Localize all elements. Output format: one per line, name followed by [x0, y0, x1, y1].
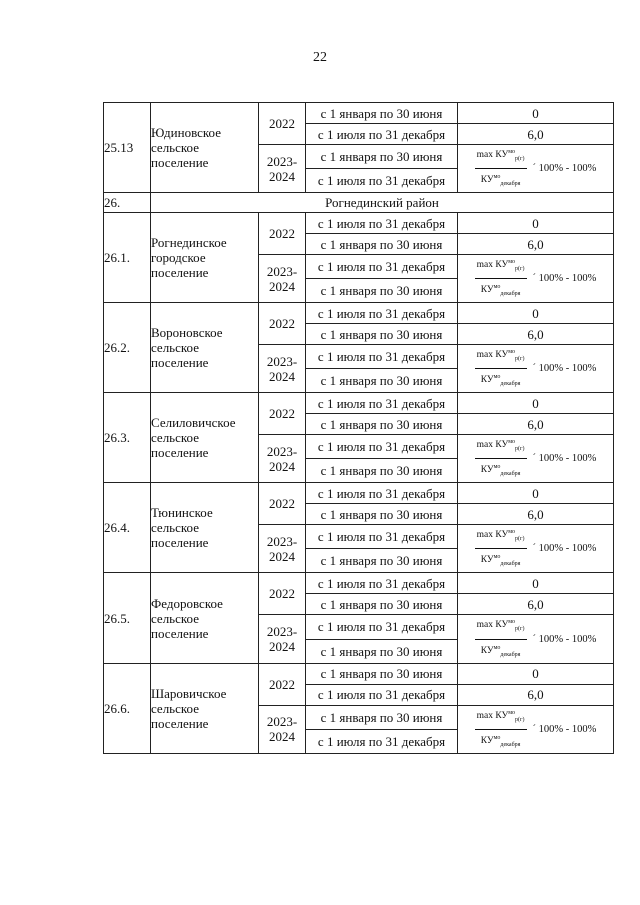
period-cell: с 1 января по 30 июня — [306, 369, 458, 393]
formula-numerator — [475, 345, 527, 369]
settlement-name: Шаровичское сельское поселение — [151, 663, 259, 753]
value-cell: 6,0 — [458, 234, 614, 255]
period-cell: с 1 июля по 31 декабря — [306, 435, 458, 459]
table-row — [104, 303, 614, 324]
year-cell: 2023-2024 — [259, 615, 306, 663]
numerator-text: max КУ — [476, 710, 509, 721]
numerator-sub: р(г) — [515, 716, 525, 723]
settlement-number: 26.5. — [104, 573, 151, 663]
numerator-sub: р(г) — [515, 266, 525, 273]
value-cell: 6,0 — [458, 124, 614, 145]
formula-fraction — [475, 145, 527, 192]
formula-cell — [458, 255, 614, 303]
table-row — [104, 573, 614, 594]
formula-tail: ´ 100% - 100% — [532, 453, 597, 465]
numerator-sup: мо — [508, 349, 516, 356]
period-cell: с 1 января по 30 июня — [306, 234, 458, 255]
denominator-sub: декабря — [500, 561, 521, 568]
settlement-name: Юдиновское сельское поселение — [151, 103, 259, 193]
formula-denominator — [481, 640, 521, 663]
growth-formula — [458, 435, 613, 482]
formula-cell — [458, 345, 614, 393]
numerator-sub: р(г) — [515, 156, 525, 163]
value-cell: 6,0 — [458, 414, 614, 435]
denominator-text: КУ — [480, 465, 494, 476]
year-cell: 2022 — [259, 483, 306, 525]
period-cell: с 1 января по 30 июня — [306, 279, 458, 303]
formula-denominator — [481, 279, 521, 302]
formula-tail: ´ 100% - 100% — [532, 273, 597, 285]
settlement-number: 26.3. — [104, 393, 151, 483]
numerator-text: max КУ — [476, 530, 509, 541]
value-cell: 0 — [458, 213, 614, 234]
denominator-text: КУ — [480, 645, 494, 656]
denominator-sup: мо — [493, 734, 501, 741]
denominator-sup: мо — [493, 284, 501, 291]
formula-tail: ´ 100% - 100% — [532, 633, 597, 645]
denominator-text: КУ — [480, 735, 494, 746]
period-cell: с 1 июля по 31 декабря — [306, 483, 458, 504]
denominator-sup: мо — [493, 464, 501, 471]
settlement-number: 25.13 — [104, 103, 151, 193]
region-number: 26. — [104, 193, 151, 213]
denominator-sub: декабря — [500, 381, 521, 388]
denominator-text: КУ — [480, 285, 494, 296]
formula-denominator — [481, 730, 521, 753]
value-cell: 0 — [458, 483, 614, 504]
growth-formula — [458, 525, 613, 572]
year-cell: 2023-2024 — [259, 145, 306, 193]
numerator-text: max КУ — [476, 150, 509, 161]
numerator-text: max КУ — [476, 260, 509, 271]
numerator-text: max КУ — [476, 620, 509, 631]
formula-cell — [458, 705, 614, 753]
period-cell: с 1 января по 30 июня — [306, 459, 458, 483]
settlement-name: Селиловичское сельское поселение — [151, 393, 259, 483]
value-cell: 0 — [458, 573, 614, 594]
numerator-sup: мо — [508, 529, 516, 536]
region-row — [104, 193, 614, 213]
period-cell: с 1 июля по 31 декабря — [306, 525, 458, 549]
settlement-name: Рогнединское городское поселение — [151, 213, 259, 303]
formula-tail: ´ 100% - 100% — [532, 363, 597, 375]
formula-cell — [458, 615, 614, 663]
settlement-name: Федоровское сельское поселение — [151, 573, 259, 663]
denominator-sub: декабря — [500, 651, 521, 658]
formula-tail: ´ 100% - 100% — [532, 543, 597, 555]
formula-tail: ´ 100% - 100% — [532, 163, 597, 175]
numerator-sup: мо — [508, 149, 516, 155]
value-cell: 6,0 — [458, 324, 614, 345]
formula-numerator — [475, 615, 527, 639]
formula-cell — [458, 525, 614, 573]
numerator-sup: мо — [508, 709, 516, 716]
denominator-sub: декабря — [500, 291, 521, 298]
formula-fraction — [475, 525, 527, 572]
settlement-name: Вороновское сельское поселение — [151, 303, 259, 393]
formula-denominator — [481, 549, 521, 572]
formula-denominator — [481, 169, 521, 192]
period-cell: с 1 июля по 31 декабря — [306, 573, 458, 594]
period-cell: с 1 июля по 31 декабря — [306, 213, 458, 234]
period-cell: с 1 января по 30 июня — [306, 639, 458, 663]
formula-numerator — [475, 706, 527, 730]
year-cell: 2023-2024 — [259, 525, 306, 573]
period-cell: с 1 июля по 31 декабря — [306, 684, 458, 705]
formula-denominator — [481, 459, 521, 482]
period-cell: с 1 июля по 31 декабря — [306, 169, 458, 193]
table-row — [104, 663, 614, 684]
formula-tail: ´ 100% - 100% — [532, 723, 597, 735]
denominator-sup: мо — [493, 174, 501, 181]
growth-formula — [458, 345, 613, 392]
formula-numerator — [475, 145, 527, 169]
numerator-sup: мо — [508, 259, 516, 266]
numerator-sub: р(г) — [515, 626, 525, 633]
period-cell: с 1 июля по 31 декабря — [306, 345, 458, 369]
numerator-text: max КУ — [476, 440, 509, 451]
settlement-name: Тюнинское сельское поселение — [151, 483, 259, 573]
formula-numerator — [475, 255, 527, 279]
period-cell: с 1 января по 30 июня — [306, 324, 458, 345]
formula-cell — [458, 145, 614, 193]
numerator-sup: мо — [508, 619, 516, 626]
value-cell: 0 — [458, 663, 614, 684]
settlement-number: 26.1. — [104, 213, 151, 303]
formula-fraction — [475, 615, 527, 662]
denominator-sub: декабря — [500, 181, 521, 188]
denominator-sub: декабря — [500, 741, 521, 748]
year-cell: 2023-2024 — [259, 705, 306, 753]
year-cell: 2022 — [259, 303, 306, 345]
period-cell: с 1 января по 30 июня — [306, 414, 458, 435]
period-cell: с 1 июля по 31 декабря — [306, 729, 458, 753]
table-row — [104, 483, 614, 504]
period-cell: с 1 июля по 31 декабря — [306, 255, 458, 279]
period-cell: с 1 января по 30 июня — [306, 103, 458, 124]
year-cell: 2023-2024 — [259, 345, 306, 393]
growth-formula — [458, 706, 613, 753]
region-name: Рогнединский район — [151, 193, 614, 213]
period-cell: с 1 июля по 31 декабря — [306, 393, 458, 414]
formula-numerator — [475, 525, 527, 549]
settlement-number: 26.2. — [104, 303, 151, 393]
period-cell: с 1 января по 30 июня — [306, 504, 458, 525]
formula-fraction — [475, 435, 527, 482]
numerator-text: max КУ — [476, 350, 509, 361]
denominator-sub: декабря — [500, 471, 521, 478]
period-cell: с 1 января по 30 июня — [306, 594, 458, 615]
formula-fraction — [475, 706, 527, 753]
tariff-table — [103, 102, 614, 754]
table-row — [104, 103, 614, 124]
denominator-sup: мо — [493, 374, 501, 381]
formula-fraction — [475, 345, 527, 392]
table-row — [104, 393, 614, 414]
denominator-sup: мо — [493, 554, 501, 561]
year-cell: 2022 — [259, 663, 306, 705]
value-cell: 0 — [458, 303, 614, 324]
year-cell: 2022 — [259, 213, 306, 255]
formula-fraction — [475, 255, 527, 302]
growth-formula — [458, 145, 613, 192]
period-cell: с 1 января по 30 июня — [306, 549, 458, 573]
period-cell: с 1 января по 30 июня — [306, 705, 458, 729]
year-cell: 2023-2024 — [259, 435, 306, 483]
period-cell: с 1 июля по 31 декабря — [306, 124, 458, 145]
numerator-sub: р(г) — [515, 536, 525, 543]
growth-formula — [458, 255, 613, 302]
year-cell: 2022 — [259, 393, 306, 435]
period-cell: с 1 января по 30 июня — [306, 145, 458, 169]
numerator-sup: мо — [508, 439, 516, 446]
period-cell: с 1 июля по 31 декабря — [306, 615, 458, 639]
formula-cell — [458, 435, 614, 483]
denominator-sup: мо — [493, 644, 501, 651]
numerator-sub: р(г) — [515, 446, 525, 453]
value-cell: 6,0 — [458, 594, 614, 615]
denominator-text: КУ — [480, 375, 494, 386]
settlement-number: 26.4. — [104, 483, 151, 573]
table-row — [104, 213, 614, 234]
year-cell: 2022 — [259, 103, 306, 145]
formula-denominator — [481, 369, 521, 392]
growth-formula — [458, 615, 613, 662]
period-cell: с 1 июля по 31 декабря — [306, 303, 458, 324]
value-cell: 6,0 — [458, 684, 614, 705]
year-cell: 2022 — [259, 573, 306, 615]
value-cell: 0 — [458, 393, 614, 414]
year-cell: 2023-2024 — [259, 255, 306, 303]
formula-numerator — [475, 435, 527, 459]
numerator-sub: р(г) — [515, 356, 525, 363]
page-number: 22 — [313, 50, 327, 65]
denominator-text: КУ — [480, 175, 494, 186]
settlement-number: 26.6. — [104, 663, 151, 753]
period-cell: с 1 января по 30 июня — [306, 663, 458, 684]
value-cell: 0 — [458, 103, 614, 124]
denominator-text: КУ — [480, 555, 494, 566]
value-cell: 6,0 — [458, 504, 614, 525]
